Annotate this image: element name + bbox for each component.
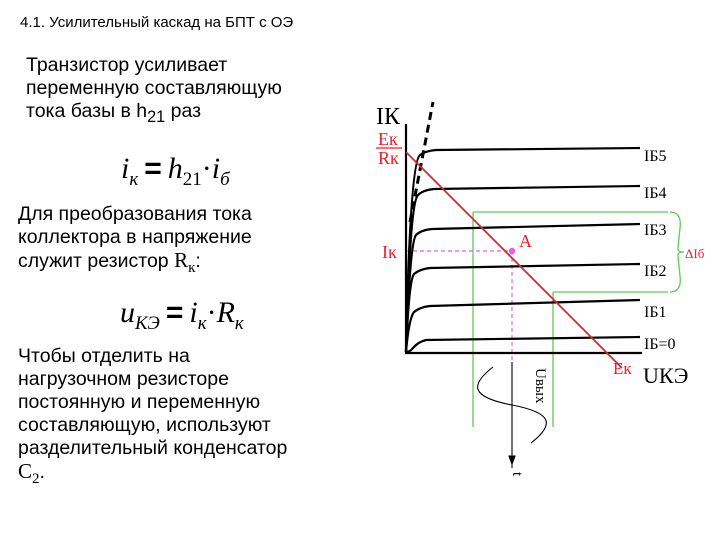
- label-ib0: IБ=0: [644, 336, 676, 353]
- curve-labels: [644, 148, 676, 353]
- ek-bottom-label: Eк: [613, 359, 632, 378]
- u-out-label: Uвых: [532, 368, 548, 404]
- delta-ib-brace: [670, 212, 684, 292]
- formula-ik: $i_к = h_{21}\cdot i_б$: [121, 152, 230, 190]
- para1-line2: переменную составляющую: [26, 77, 282, 99]
- label-ib3: IБ3: [644, 222, 667, 239]
- h21-subscript: 21: [147, 107, 166, 126]
- label-ib2: IБ2: [644, 263, 667, 280]
- label-ib5: IБ5: [644, 148, 667, 165]
- t-label: t: [509, 472, 525, 477]
- formula2-r-sub: к: [234, 313, 244, 334]
- formula2-i: i: [189, 296, 198, 329]
- formula1-h-sub: 21: [182, 169, 202, 190]
- para1-line3-end: раз: [165, 100, 202, 122]
- para1-line1: Транзистор усиливает: [26, 54, 228, 76]
- formula2-lhs: u: [120, 296, 135, 329]
- para3-period: .: [39, 461, 45, 483]
- label-ib1: IБ1: [644, 304, 667, 321]
- x-axis-label: UКЭ: [643, 363, 689, 388]
- para1-line3-text: тока базы в h: [26, 100, 148, 122]
- c2-subscript: 2: [32, 470, 40, 487]
- formula2-lhs-sub: КЭ: [135, 313, 160, 334]
- para3-line2: нагрузочном резисторе: [18, 368, 229, 390]
- label-ib4: IБ4: [644, 185, 667, 202]
- formula2-dot: ·: [206, 296, 217, 329]
- point-a-label: A: [519, 231, 532, 251]
- para3-line5: разделительный конденсатор: [18, 437, 288, 459]
- ik-label: Iк: [382, 242, 397, 262]
- formula1-h: h: [167, 152, 183, 185]
- formula2-r: R: [216, 296, 235, 329]
- curve-ib1: [406, 300, 640, 352]
- delta-ib-label: ΔIб: [685, 246, 705, 261]
- para2-line3-text: служит резистор: [18, 250, 175, 272]
- slide-heading: 4.1. Усилительный каскад на БПТ с ОЭ: [20, 14, 294, 31]
- formula1-lhs-sub: к: [129, 169, 139, 190]
- formula1-i-sub: б: [220, 169, 230, 190]
- para3-line4: составляющую, используют: [18, 414, 271, 436]
- formula1-lhs: i: [121, 152, 130, 185]
- rk-subscript: к: [188, 259, 196, 276]
- rk-symbol: R: [174, 248, 189, 272]
- para3-line1: Чтобы отделить на: [18, 345, 190, 367]
- para3-line3: постоянную и переменную: [18, 391, 261, 413]
- para2-colon: :: [195, 250, 201, 272]
- rk-bottom-label: Rк: [378, 148, 399, 168]
- saturation-boundary: [410, 102, 433, 222]
- formula1-dot: ·: [201, 152, 212, 185]
- c2-symbol: C: [18, 459, 33, 483]
- y-axis-label: IК: [376, 104, 400, 130]
- formula1-i: i: [211, 152, 221, 185]
- formula2-i-sub: к: [197, 313, 207, 334]
- ek-top-label: Eк: [378, 129, 398, 149]
- operating-point-a: [509, 248, 515, 254]
- load-line: [406, 152, 622, 368]
- para2-line2: коллектора в напряжение: [18, 226, 252, 248]
- para2-line1: Для преобразования тока: [18, 203, 252, 225]
- formula-uke: $u_{КЭ} = i_к\cdot R_к$: [120, 296, 244, 334]
- time-axis-arrow-icon: [509, 456, 515, 464]
